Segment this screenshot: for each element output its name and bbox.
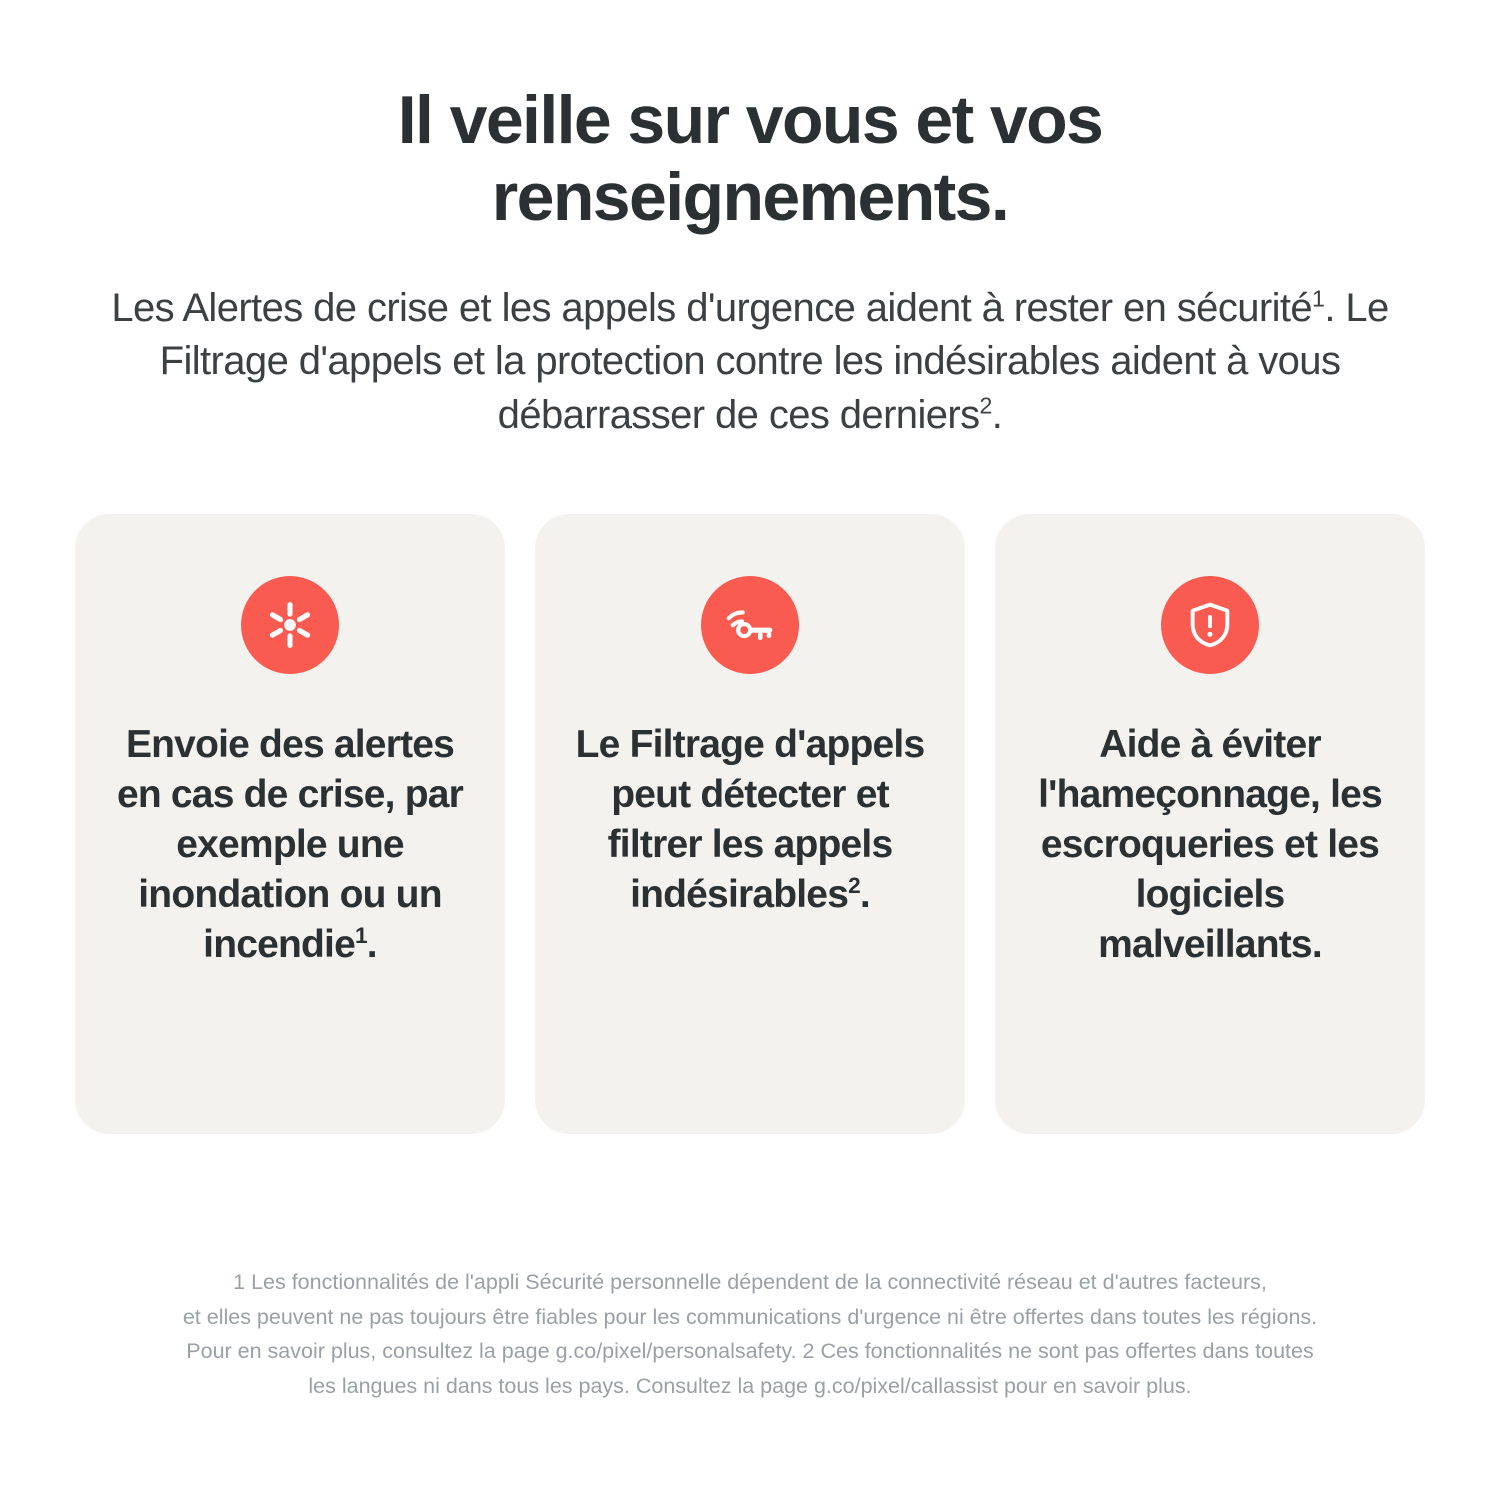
subtitle-text-c: . xyxy=(991,392,1003,437)
footnote-marker-2: 2 xyxy=(979,392,992,419)
card-text-b: . xyxy=(366,923,377,967)
subtitle-text-b: . Le Filtrage d'appels et la protection contre les indésirables aident à vous débarrasser de ces derniers xyxy=(159,285,1389,437)
feature-cards xyxy=(75,514,1425,1134)
feature-card-text xyxy=(569,720,931,920)
footnotes xyxy=(75,1265,1425,1404)
feature-card-text xyxy=(1029,720,1391,970)
shield-alert-icon xyxy=(1161,576,1259,674)
card-text-a: Envoie des alertes en cas de crise, par exemple une inondation ou un incendie xyxy=(116,723,464,967)
page-title: Il veille sur vous et vos renseignements. xyxy=(397,82,1103,235)
page-subtitle xyxy=(75,282,1425,443)
crisis-alert-icon xyxy=(241,576,339,674)
feature-card-call-screen xyxy=(535,514,965,1134)
footnote-line-3: Pour en savoir plus, consultez la page g.co/pixel/personalsafety. 2 Ces fonctionnalités ne sont pas offertes dans toutes xyxy=(186,1339,1314,1364)
call-screen-key-icon xyxy=(701,576,799,674)
card-text-a: Aide à éviter l'hameçonnage, les escroqueries et les logiciels malveillants. xyxy=(1038,723,1382,967)
card-footnote-marker: 2 xyxy=(848,873,860,899)
subtitle-text-a: Les Alertes de crise et les appels d'urgence aident à rester en sécurité xyxy=(111,285,1313,330)
feature-card-text xyxy=(109,720,471,970)
footnote-line-4: les langues ni dans tous les pays. Consultez la page g.co/pixel/callassist pour en savoir plus. xyxy=(308,1374,1192,1399)
feature-card-phishing-protection xyxy=(995,514,1425,1134)
card-text-b: . xyxy=(859,873,870,917)
footnote-line-1: 1 Les fonctionnalités de l'appli Sécurité personnelle dépendent de la connectivité réseau et d'autres facteurs, xyxy=(233,1269,1267,1294)
feature-card-crisis-alerts xyxy=(75,514,505,1134)
card-footnote-marker: 1 xyxy=(354,923,367,949)
card-text-a: Le Filtrage d'appels peut détecter et filtrer les appels indésirables xyxy=(575,723,925,917)
footnote-line-2: et elles peuvent ne pas toujours être fiables pour les communications d'urgence ni être offertes dans toutes les régions. xyxy=(182,1304,1318,1329)
footnote-marker-1: 1 xyxy=(1312,285,1325,312)
